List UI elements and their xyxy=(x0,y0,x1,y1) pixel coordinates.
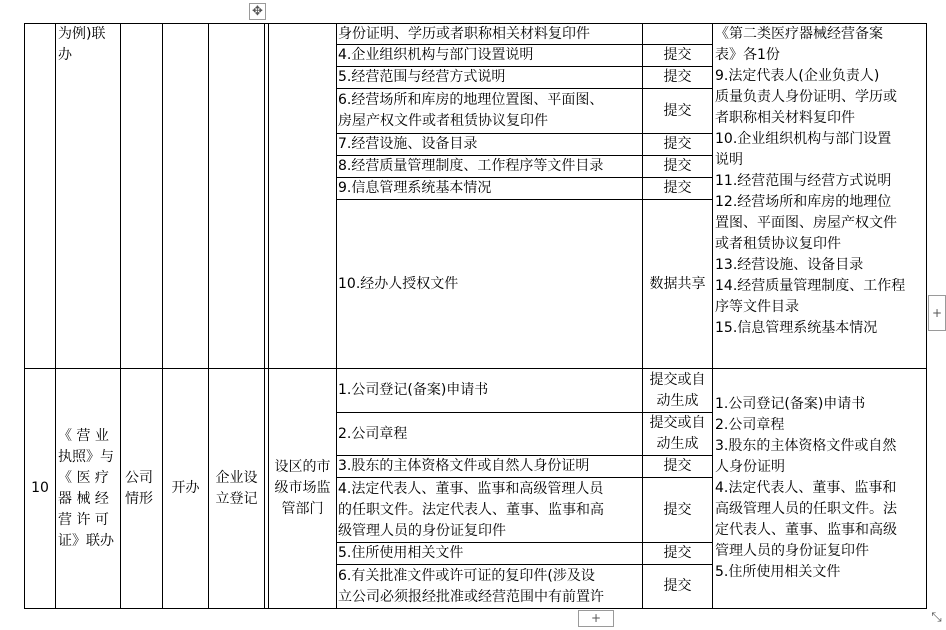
material-list-item: 2.公司章程 xyxy=(338,425,408,442)
add-column-button[interactable]: + xyxy=(928,295,946,331)
material-list-item: 身份证明、学历或者职称相关材料复印件 xyxy=(338,26,590,42)
material-list-item: 10.经办人授权文件 xyxy=(338,275,459,292)
merged-materials-cell: 1.公司登记(备案)申请书 2.公司章程 3.股东的主体资格文件或自然 人身份证明 4.法定代表人、董事、监事和 高级管理人员的任职文件。法 定代表人、董事、监事和高级 管理人员的身份证复印件 5.住所使用相关文件 xyxy=(715,396,897,580)
row-number: 10 xyxy=(31,480,49,496)
material-list-item: 9.信息管理系统基本情况 xyxy=(338,180,492,196)
submission-method: 提交 xyxy=(663,136,692,152)
submission-method: 数据共享 xyxy=(649,275,706,292)
submission-method: 提交或自 动生成 xyxy=(649,415,706,452)
material-list-item: 7.经营设施、设备目录 xyxy=(338,136,478,152)
submission-method: 提交 xyxy=(663,102,692,119)
material-list-item: 1.公司登记(备案)申请书 xyxy=(338,382,489,398)
submission-method: 提交或自 动生成 xyxy=(649,371,706,409)
submission-method: 提交 xyxy=(663,578,692,594)
material-list-item: 5.经营范围与经营方式说明 xyxy=(338,69,506,85)
material-list-item: 8.经营质量管理制度、工作程序等文件目录 xyxy=(338,158,604,174)
item-name-cell-continued: 为例)联 办 xyxy=(58,26,106,63)
action-cell: 开办 xyxy=(171,480,200,496)
submission-method: 提交 xyxy=(663,458,692,474)
submission-method xyxy=(643,24,712,44)
submission-method: 提交 xyxy=(663,501,692,518)
merged-materials-cell: 《第二类医疗器械经营备案 表》各1份 9.法定代表人(企业负责人) 质量负责人身份证明、学历或 者职称相关材料复印件 10.企业组织机构与部门设置 说明 11.经营范围与经营方式说明 12.经营场所和库房的地理位 置图、平面图、房屋产权文件 或者租赁协议复印件 13.经营设施、设备目录 14.经营质量管理制度、工作程 序等文件目录 15.信息管理系统基本情况 xyxy=(715,26,906,336)
submission-method: 提交 xyxy=(663,47,692,63)
submission-method: 提交 xyxy=(663,69,692,85)
material-list-item: 3.股东的主体资格文件或自然人身份证明 xyxy=(338,458,590,474)
material-list-item: 5.住所使用相关文件 xyxy=(338,545,464,561)
item-name-cell: 《 营 业 执照》与 《 医 疗 器 械 经 营 许 可 证》联办 xyxy=(58,427,114,549)
submission-method: 提交 xyxy=(663,180,692,196)
stage-cell: 企业设 立登记 xyxy=(215,469,258,507)
scenario-cell: 公司 情形 xyxy=(125,469,153,507)
material-list-item: 4.法定代表人、董事、监事和高级管理人员 的任职文件。法定代表人、董事、监事和高 级管理人员的身份证复印件 xyxy=(338,480,604,539)
material-list-item: 6.有关批准文件或许可证的复印件(涉及设 立公司必须报经批准或经营范围中有前置许 xyxy=(338,567,604,605)
table-resize-icon[interactable]: ⤡ xyxy=(931,610,942,625)
department-cell: 设区的市 级市场监 管部门 xyxy=(274,459,331,517)
table-move-handle-icon[interactable]: ✥ xyxy=(249,3,266,20)
material-list-item: 6.经营场所和库房的地理位置图、平面图、 房屋产权文件或者租赁协议复印件 xyxy=(338,92,604,129)
submission-method: 提交 xyxy=(663,545,692,561)
add-row-button[interactable]: + xyxy=(578,610,614,627)
submission-method: 提交 xyxy=(663,158,692,174)
material-list-item: 4.企业组织机构与部门设置说明 xyxy=(338,47,534,63)
